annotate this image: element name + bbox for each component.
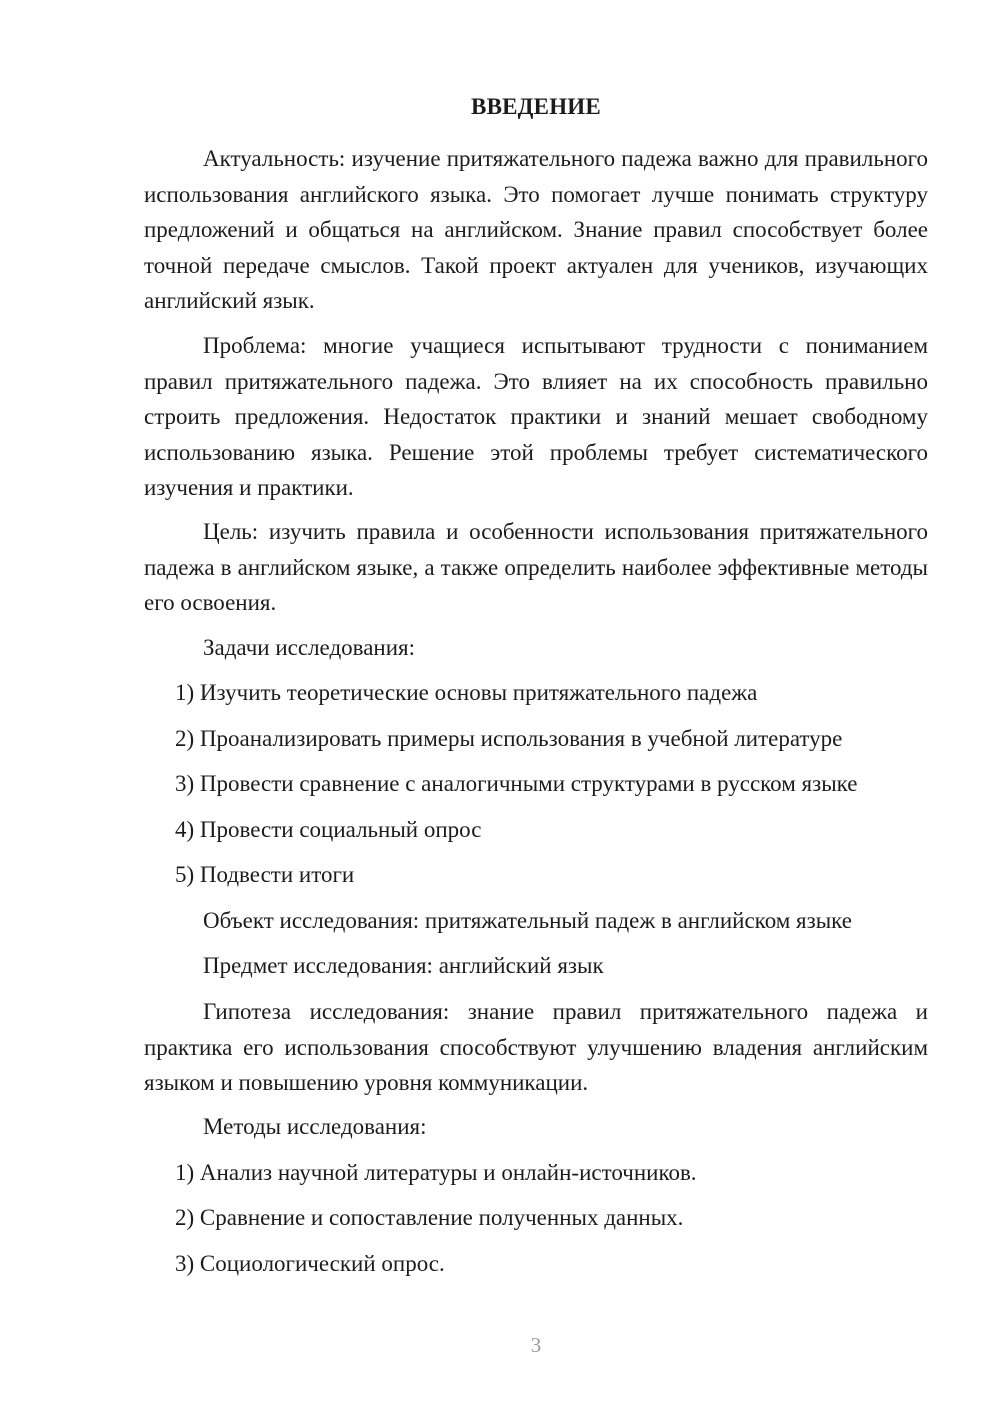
page-title: ВВЕДЕНИЕ <box>471 94 601 119</box>
method-item-2: 2) Сравнение и сопоставление полученных данных. <box>175 1205 684 1230</box>
method-item-1: 1) Анализ научной литературы и онлайн-источников. <box>175 1160 697 1185</box>
task-item-4: 4) Провести социальный опрос <box>175 817 482 842</box>
task-item-1: 1) Изучить теоретические основы притяжательного падежа <box>175 680 758 705</box>
hypothesis-paragraph: Гипотеза исследования: знание правил притяжательного падежа и практика его использования способствуют улучшению владения английским языком и повышению уровня коммуникации. <box>144 999 928 1095</box>
goal-paragraph: Цель: изучить правила и особенности использования притяжательного падежа в английском языке, а также определить наиболее эффективные методы его освоения. <box>144 519 928 615</box>
research-object: Объект исследования: притяжательный падеж в английском языке <box>203 908 852 933</box>
page-number: 3 <box>530 1333 542 1357</box>
methods-title: Методы исследования: <box>203 1114 427 1139</box>
research-subject: Предмет исследования: английский язык <box>203 953 604 978</box>
task-item-2: 2) Проанализировать примеры использования в учебной литературе <box>175 726 843 751</box>
relevance-paragraph: Актуальность: изучение притяжательного падежа важно для правильного использования английского языка. Это помогает лучше понимать структуру предложений и общаться на английском. Знание правил способствует более точной передаче смыслов. Такой проект актуален для учеников, изучающих английский язык. <box>144 146 928 313</box>
task-item-5: 5) Подвести итоги <box>175 862 355 887</box>
method-item-3: 3) Социологический опрос. <box>175 1251 445 1276</box>
tasks-title: Задачи исследования: <box>203 635 416 660</box>
problem-paragraph: Проблема: многие учащиеся испытывают трудности с пониманием правил притяжательного падежа. Это влияет на их способность правильно строить предложения. Недостаток практики и знаний мешает свободному использованию языка. Решение этой проблемы требует систематического изучения и практики. <box>144 333 928 500</box>
task-item-3: 3) Провести сравнение с аналогичными структурами в русском языке <box>175 771 858 796</box>
